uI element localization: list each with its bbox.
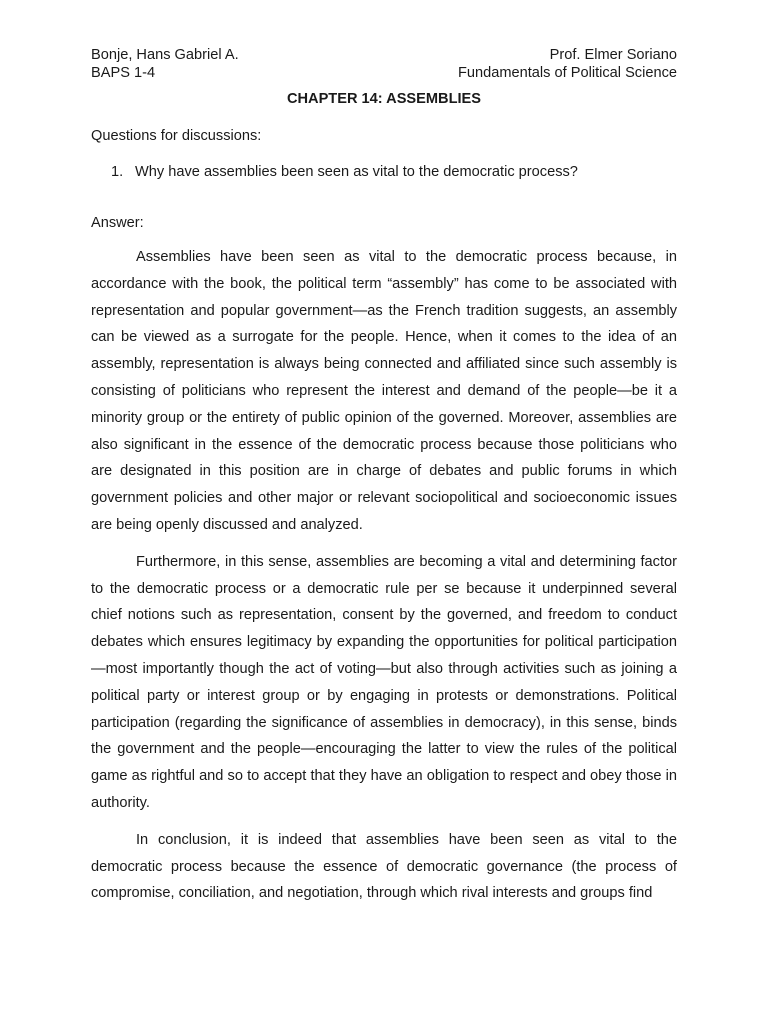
course-name: Fundamentals of Political Science <box>457 65 677 81</box>
answer-paragraph-2: Furthermore, in this sense, assemblies are becoming a vital and determining factor to the democratic process or a democratic rule per se because it underpinned several chief notions such as representation, consent by the governed, and freedom to conduct debates which ensures legitimacy by expanding the opportunities for political participation—most importantly though the act of voting—but also through activities such as joining a political party or interest group or by engaging in protests or demonstrations. Political participation (regarding the significance of assemblies in democracy), in this sense, binds the government and the people—encouraging the latter to view the rules of the political game as rightful and so to accept that they have an obligation to respect and obey those in authority. <box>91 553 677 811</box>
chapter-title: CHAPTER 14: ASSEMBLIES <box>286 91 482 107</box>
answer-label: Answer: <box>91 215 144 231</box>
header-row-2 <box>91 64 677 82</box>
answer-paragraph-3: In conclusion, it is indeed that assemblies have been seen as vital to the democratic process because the essence of democratic governance (the process of compromise, conciliation, and negotiation, through which rival interests and groups find <box>91 831 677 902</box>
answer-paragraph-1: Assemblies have been seen as vital to the democratic process because, in accordance with the book, the political term “assembly” has come to be associated with representation and popular government—as the French tradition suggests, an assembly can be viewed as a surrogate for the people. Hence, when it comes to the idea of an assembly, representation is always being connected and affiliated since such assembly is consisting of politicians who represent the interest and demand of the people—be it a minority group or the entirety of public opinion of the governed. Moreover, assemblies are also significant in the essence of the democratic process because those politicians who are designated in this position are in charge of debates and public forums in which government policies and other major or relevant sociopolitical and socioeconomic issues are being openly discussed and analyzed. <box>91 249 677 533</box>
questions-label: Questions for discussions: <box>91 128 262 144</box>
student-name: Bonje, Hans Gabriel A. <box>91 47 239 63</box>
question-text: Why have assemblies been seen as vital to the democratic process? <box>135 164 578 180</box>
professor-name: Prof. Elmer Soriano <box>549 47 677 63</box>
question-number: 1. <box>111 164 124 180</box>
question-item <box>91 163 677 181</box>
student-section: BAPS 1-4 <box>91 65 156 81</box>
header-row-1 <box>91 46 677 64</box>
